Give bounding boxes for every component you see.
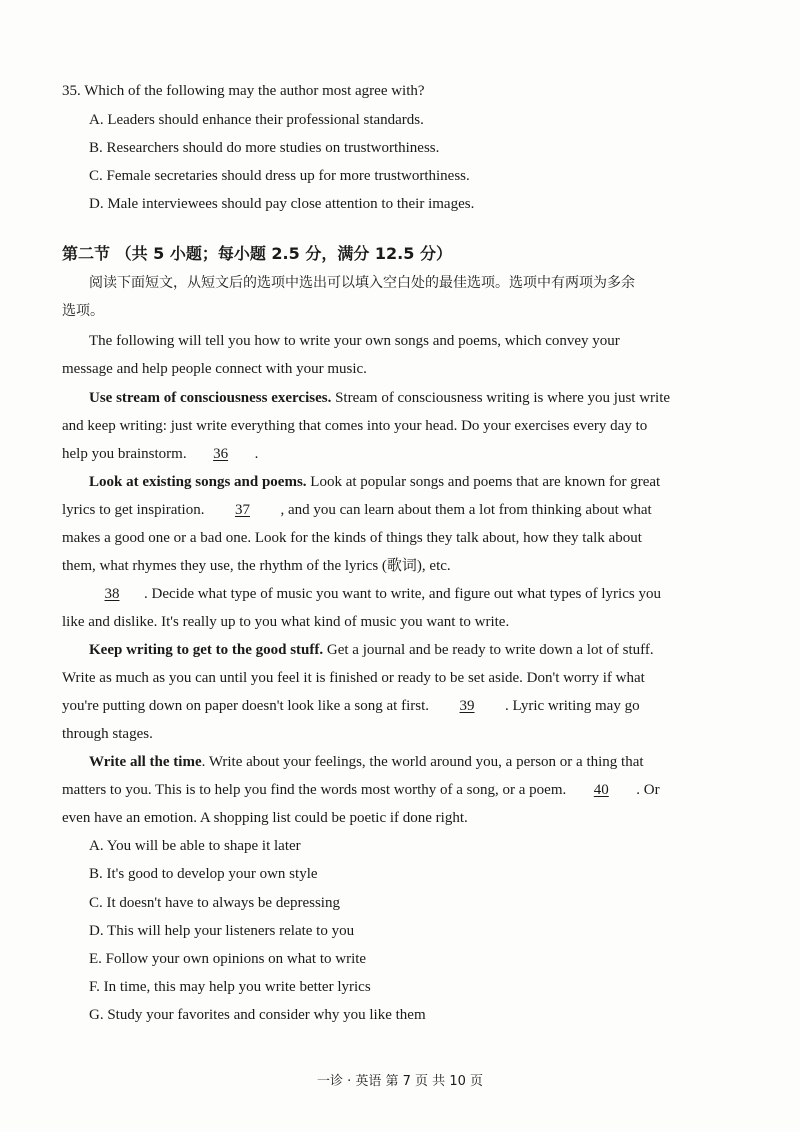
- blank-40: 40: [593, 782, 609, 798]
- passage-text: . Lyric writing may go: [505, 698, 640, 714]
- paragraph-heading: Write all the time: [89, 754, 202, 770]
- choice-a: A. You will be able to shape it later: [89, 838, 301, 854]
- choice-e: E. Follow your own opinions on what to write: [89, 951, 367, 967]
- choice-b: B. It's good to develop your own style: [89, 866, 318, 882]
- passage-p2-line3: help you brainstorm. 36 .: [62, 446, 259, 462]
- section-instructions-line2: 选项。: [62, 303, 104, 319]
- blank-39: 39: [459, 698, 475, 714]
- passage-text: Stream of consciousness writing is where you just write: [331, 390, 671, 406]
- passage-text: . Or: [636, 782, 660, 798]
- passage-p6-line3: even have an emotion. A shopping list could be poetic if done right.: [62, 810, 468, 826]
- passage-p4-line1: [84, 584, 661, 604]
- passage-text: lyrics to get inspiration.: [62, 502, 205, 518]
- paragraph-heading: Use stream of consciousness exercises.: [89, 390, 332, 406]
- passage-p2-line1: [89, 388, 670, 408]
- passage-text: matters to you. This is to help you find the words most worthy of a song, or a poem.: [62, 782, 567, 798]
- page-footer: 一诊 · 英语 第 7 页 共 10 页: [316, 1074, 483, 1089]
- choice-c: C. It doesn't have to always be depressing: [89, 895, 340, 911]
- passage-p3-line2: [62, 500, 652, 520]
- blank-37: 37: [234, 502, 250, 518]
- passage-text: . Write about your feelings, the world around you, a person or a thing that: [201, 754, 644, 770]
- passage-p3-line3: makes a good one or a bad one. Look for the kinds of things they talk about, how they talk about: [62, 530, 642, 546]
- passage-p5-line4: through stages.: [62, 726, 153, 742]
- section-heading: 第二节 （共 5 小题；每小题 2.5 分，满分 12.5 分）: [62, 244, 452, 263]
- paragraph-heading: Look at existing songs and poems.: [89, 474, 307, 490]
- passage-text: help you brainstorm.: [62, 446, 187, 462]
- passage-p2-line2: and keep writing: just write everything that comes into your head. Do your exercises every day to: [62, 418, 648, 434]
- passage-p3-line1: [89, 472, 660, 492]
- passage-p1-line2: message and help people connect with your music.: [62, 361, 367, 377]
- passage-text: Look at popular songs and poems that are known for great: [306, 474, 661, 490]
- passage-text: you're putting down on paper doesn't look like a song at first.: [62, 698, 430, 714]
- passage-p3-line4: them, what rhymes they use, the rhythm of the lyrics (歌词), etc.: [62, 558, 451, 574]
- passage-p5-line1: [89, 640, 654, 660]
- passage-p1-line1: The following will tell you how to write your own songs and poems, which convey your: [89, 333, 620, 349]
- passage-text: Get a journal and be ready to write down a lot of stuff.: [323, 642, 654, 658]
- q35-option-b: B. Researchers should do more studies on trustworthiness.: [89, 140, 440, 156]
- choice-d: D. This will help your listeners relate to you: [89, 923, 355, 939]
- passage-text: , and you can learn about them a lot from thinking about what: [280, 502, 652, 518]
- passage-p5-line3: [62, 696, 640, 716]
- passage-p5-line2: Write as much as you can until you feel it is finished or ready to be set aside. Don't worry if what: [62, 670, 645, 686]
- paragraph-heading: Keep writing to get to the good stuff.: [89, 642, 324, 658]
- q35-option-a: A. Leaders should enhance their professional standards.: [89, 112, 424, 128]
- choice-f: F. In time, this may help you write better lyrics: [89, 979, 371, 995]
- choice-g: G. Study your favorites and consider why you like them: [89, 1007, 426, 1023]
- passage-p6-line1: [89, 752, 644, 772]
- q35-option-d: D. Male interviewees should pay close attention to their images.: [89, 196, 475, 212]
- passage-p6-line2: [62, 780, 660, 800]
- section-instructions-line1: 阅读下面短文，从短文后的选项中选出可以填入空白处的最佳选项。选项中有两项为多余: [89, 275, 635, 291]
- blank-36: 36: [213, 446, 229, 462]
- q35-stem: 35. Which of the following may the author most agree with?: [62, 83, 425, 99]
- passage-text: . Decide what type of music you want to write, and figure out what types of lyrics you: [144, 586, 661, 602]
- passage-p4-line2: like and dislike. It's really up to you what kind of music you want to write.: [62, 614, 510, 630]
- q35-option-c: C. Female secretaries should dress up for more trustworthiness.: [89, 168, 470, 184]
- blank-38: 38: [104, 586, 120, 602]
